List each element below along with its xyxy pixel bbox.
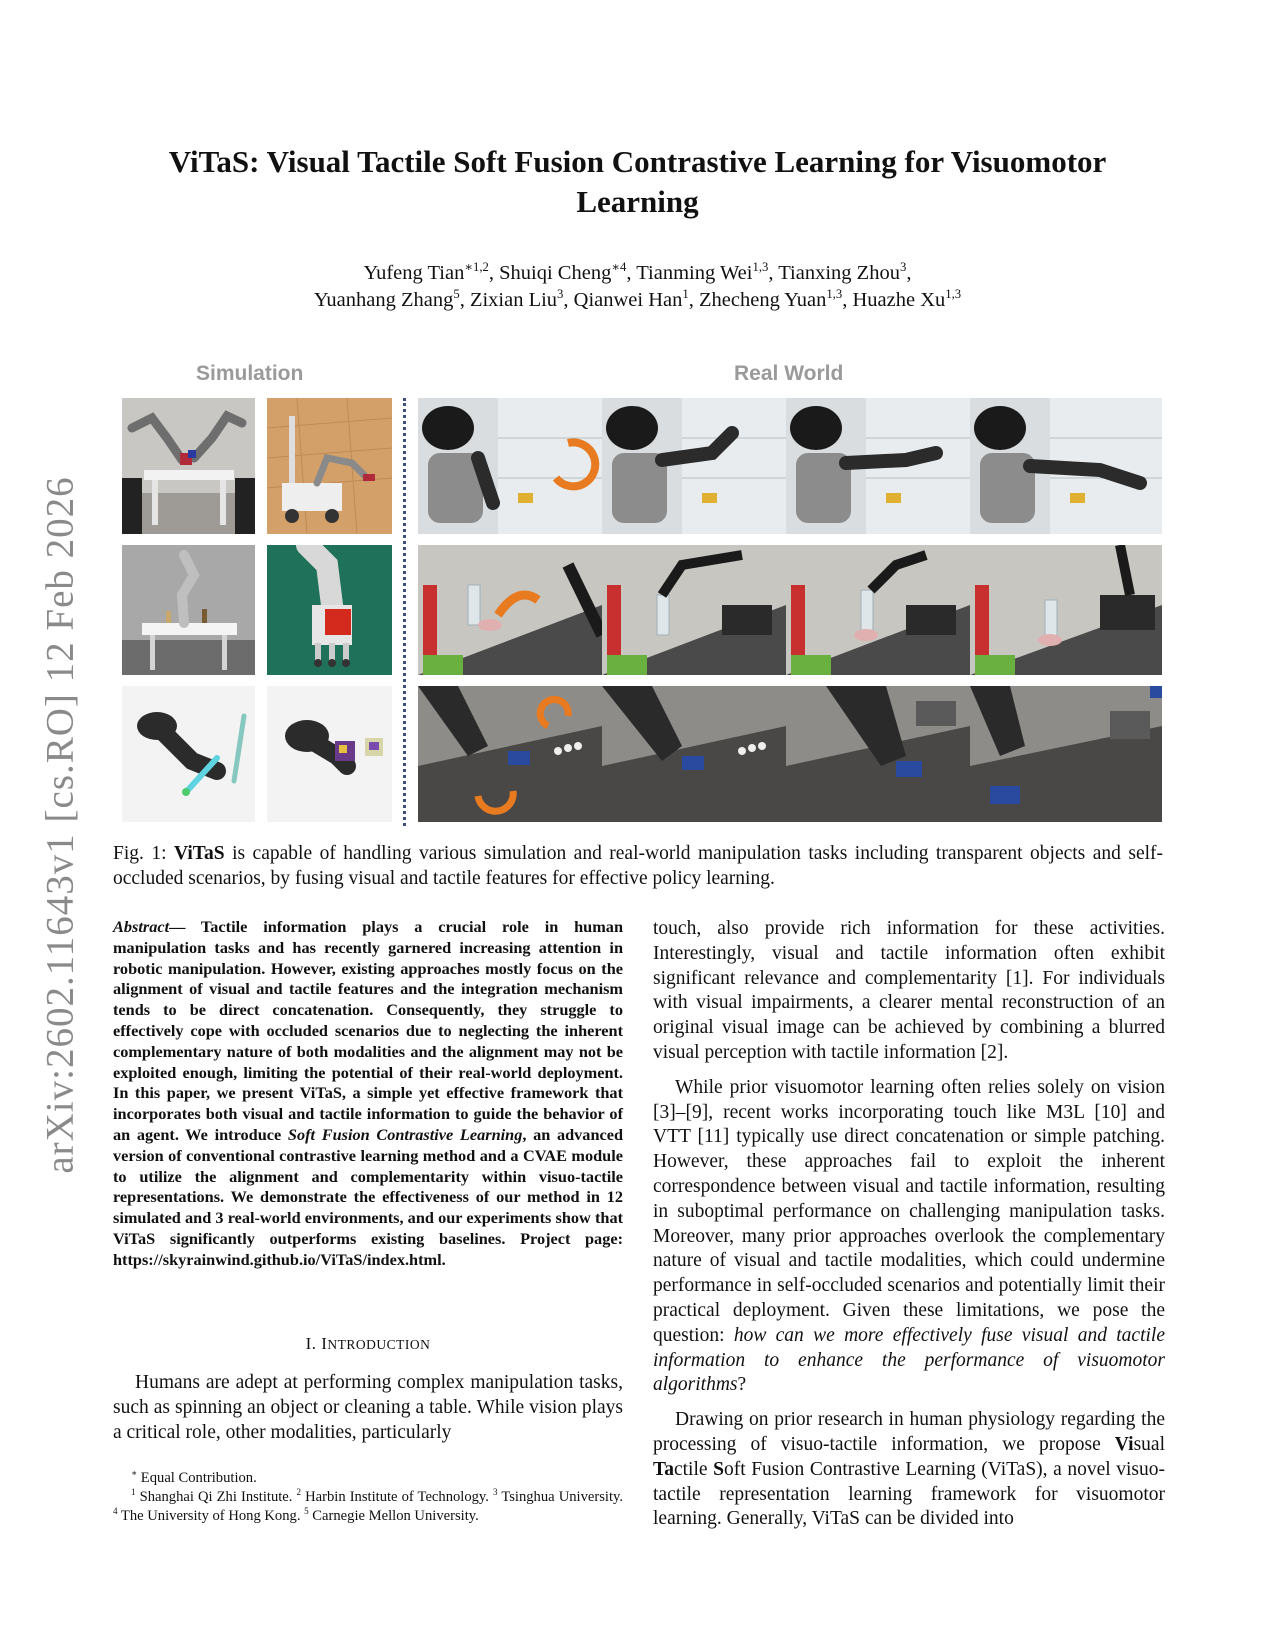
footnote-text: Shanghai Qi Zhi Institute. [135, 1489, 297, 1505]
section-title-first: I [321, 1334, 328, 1353]
abstract-label: Abstract [113, 917, 170, 936]
sim-image-dexterous-hand [267, 545, 392, 675]
abstract-italic: Soft Fusion Contrastive Learning [287, 1124, 523, 1144]
author-line-1: Yufeng Tian$^{∗1,2}$, Shuiqi Cheng$^{∗4}$, Tianming Wei$^{1,3}$, Tianxing Zhou$^3$, [363, 260, 912, 284]
author-affiliation: 3 [557, 287, 564, 302]
real-image-gripper-1 [418, 686, 602, 822]
section-number: I. [305, 1334, 317, 1353]
intro-paragraph-proposal [653, 1408, 1165, 1532]
author-affiliation: 1,3 [826, 287, 843, 302]
footnote-mark: 4 [113, 1506, 118, 1517]
title-line-2: Learning [576, 184, 699, 219]
paragraph-text: ctile [673, 1458, 714, 1480]
real-image-fridge-3 [786, 398, 970, 534]
figure-dotted-divider [403, 398, 406, 826]
abstract-text-2: , an advanced version of conventional contrastive learning method and a CVAE module to utilize the alignment and complementarity within visuo-tactile representations. We demonstrate the effectiveness of our method in 12 simulated and 3 real-world environments, and our experiments show that ViTaS significantly outperforms existing baselines. Project page: https://skyrainwind.github.io/ViTaS/index.html. [113, 1124, 624, 1269]
title-line-1: ViTaS: Visual Tactile Soft Fusion Contrastive Learning for Visuomotor [168, 144, 1107, 179]
real-image-gripper-2 [602, 686, 786, 822]
footnote-text: Equal Contribution. [137, 1470, 257, 1486]
paragraph-text: ? [737, 1374, 747, 1396]
research-question: how can we more effectively fuse visual and tactile information to enhance the performance of visuomotor algorithms [653, 1324, 1165, 1396]
sim-image-bimanual-arms [122, 398, 255, 534]
section-title-rest: NTRODUCTION [327, 1337, 431, 1352]
sim-image-hand-rod [122, 686, 255, 822]
author-name: Huazhe Xu [852, 289, 946, 311]
figure-simulation-label: Simulation [196, 362, 304, 385]
real-image-bottle-3 [786, 545, 970, 675]
figure-real-world-label: Real World [734, 362, 844, 385]
paper-title [100, 142, 1175, 222]
real-image-fridge-2 [602, 398, 786, 534]
footnote-affiliations [113, 1488, 623, 1526]
author-name: Qianwei Han [573, 289, 683, 311]
author-name: Zixian Liu [469, 289, 558, 311]
acronym-letter: Ta [653, 1458, 674, 1480]
footnote-text: Carnegie Mellon University. [308, 1508, 479, 1524]
footnote-text: Harbin Institute of Technology. [301, 1489, 493, 1505]
real-image-gripper-3 [786, 686, 970, 822]
sim-image-mobile-robot [267, 398, 392, 534]
author-affiliation: ∗4 [611, 260, 627, 275]
figure-caption-text: is capable of handling various simulation and real-world manipulation tasks including transparent objects and self-occluded scenarios, by fusing visual and tactile features for effective policy learning. [113, 843, 1164, 889]
figure-caption-prefix: Fig. 1: [113, 843, 167, 864]
intro-paragraph-touch: touch, also provide rich information for these activities. Interestingly, visual and tactile information often exhibit significant relevance and complementarity [1]. For individuals with visual impairments, a clearer mental reconstruction of an original visual image can be achieved by combining a blurred visual perception with tactile information [2]. [653, 918, 1165, 1063]
real-image-fridge-4 [970, 398, 1162, 534]
sim-image-table-arm [122, 545, 255, 675]
paragraph-text: Drawing on prior research in human physiology regarding the processing of visuo-tactile information, we propose [653, 1409, 1165, 1455]
author-name: Tianming Wei [636, 262, 753, 284]
footnote-mark: ∗ [131, 1468, 138, 1479]
author-name: Zhecheng Yuan [699, 289, 827, 311]
abstract-text-1: Tactile information plays a crucial role in human manipulation tasks and has recently garnered increasing attention in robotic manipulation. However, existing approaches mostly focus on the alignment of visual and tactile features and the integration mechanism tends to be direct concatenation. Consequently, they struggle to effectively cope with occluded scenarios due to neglecting the inherent complementary nature of both modalities and the alignment may not be exploited enough, limiting the potential of their real-world deployment. In this paper, we present ViTaS, a simple yet effective framework that incorporates both visual and tactile information to guide the behavior of an agent. We introduce [113, 917, 623, 1144]
footnotes [113, 1469, 623, 1526]
author-list [100, 260, 1175, 314]
author-affiliation: 1 [682, 287, 689, 302]
author-affiliation: 1,3 [752, 260, 769, 275]
abstract [113, 917, 623, 1271]
section-heading-introduction [113, 1334, 623, 1354]
footnote-mark: 1 [131, 1487, 136, 1498]
footnote-text: Tsinghua University. [497, 1489, 623, 1505]
paragraph-text: While prior visuomotor learning often relies solely on vision [3]–[9], recent works incorporating touch like M3L [10] and VTT [11] typically use direct concatenation or simple patching. However, these approaches fail to exploit the inherent correspondence between visual and tactile information, resulting in suboptimal performance on challenging manipulation tasks. Moreover, many prior approaches overlook the complementary nature of visual and tactile modalities, which could undermine performance in self-occluded scenarios and potentially limit their practical deployment. Given these limitations, we pose the question: [653, 1076, 1165, 1346]
author-affiliation: 3 [899, 260, 907, 275]
author-name: Yuanhang Zhang [313, 289, 454, 311]
acronym-letter: S [713, 1458, 724, 1480]
figure-caption [113, 841, 1163, 891]
intro-right-column [653, 917, 1165, 1542]
intro-paragraph-left: Humans are adept at performing complex manipulation tasks, such as spinning an object or cleaning a table. While vision plays a critical role, other modalities, particularly [113, 1372, 623, 1443]
real-image-bottle-2 [602, 545, 786, 675]
real-image-bottle-4 [970, 545, 1162, 675]
footnote-equal-contribution [113, 1469, 623, 1488]
paragraph-text: oft Fusion Contrastive Learning (ViTaS), a novel visuo-tactile representation learning framework for visuomotor learning. Generally, ViTaS can be divided into [653, 1458, 1165, 1530]
footnote-mark: 5 [304, 1506, 309, 1517]
author-line-2: Yuanhang Zhang$^5$, Zixian Liu$^3$, Qianwei Han$^1$, Zhecheng Yuan$^{1,3}$, Huazhe Xu$^{1,3}$ [313, 287, 962, 311]
real-image-bottle-1 [418, 545, 602, 675]
author-affiliation: ∗1,2 [464, 260, 489, 275]
author-affiliation: 1,3 [945, 287, 962, 302]
acronym-letter: Vi [1114, 1433, 1134, 1455]
abstract-dash: — [169, 917, 186, 936]
author-name: Shuiqi Cheng [499, 262, 612, 284]
author-affiliation: 5 [453, 287, 460, 302]
author-name: Yufeng Tian [363, 262, 465, 284]
arxiv-side-stamp: arXiv:2602.11643v1 [cs.RO] 12 Feb 2026 [38, 476, 82, 1174]
author-name: Tianxing Zhou [778, 262, 900, 284]
footnote-mark: 3 [493, 1487, 498, 1498]
real-image-gripper-4 [970, 686, 1162, 822]
real-image-fridge-1 [418, 398, 602, 534]
figure-caption-bold: ViTaS [174, 843, 225, 864]
intro-paragraph-prior-work [653, 1076, 1165, 1398]
paragraph-text: sual [1133, 1433, 1165, 1455]
footnote-text: The University of Hong Kong. [117, 1508, 305, 1524]
sim-image-hand-cube [267, 686, 392, 822]
footnote-mark: 2 [296, 1487, 302, 1498]
